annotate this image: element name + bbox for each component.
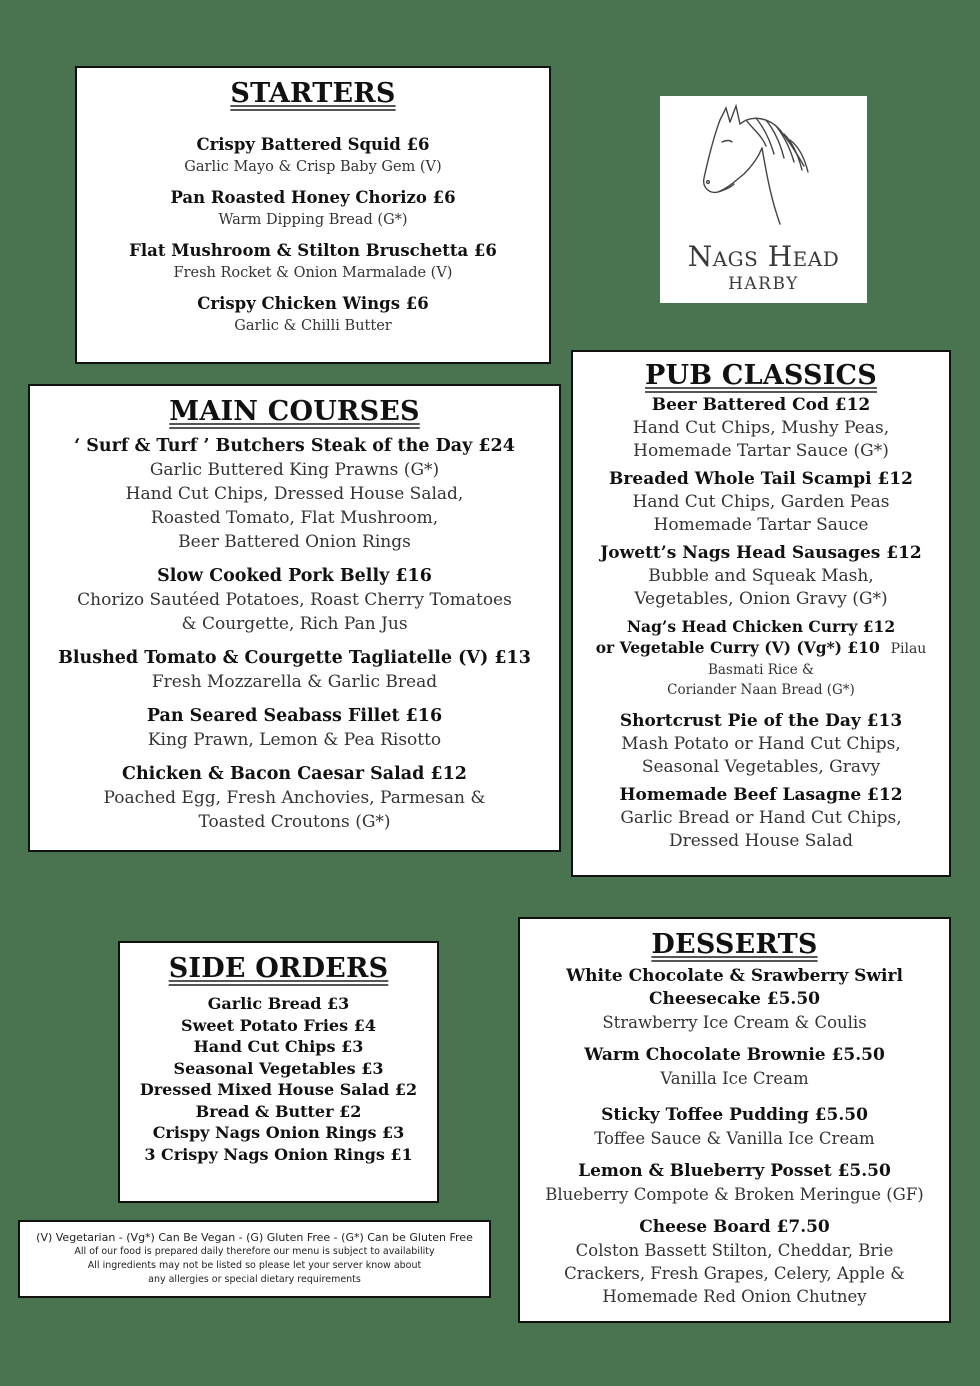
starters-title: STARTERS bbox=[230, 78, 396, 109]
note-line: All of our food is prepared daily therefore our menu is subject to availability bbox=[74, 1246, 435, 1257]
menu-item bbox=[30, 762, 559, 834]
dish-description: Hand Cut Chips, Garden Peas bbox=[632, 492, 890, 512]
dish-description: Garlic Mayo & Crisp Baby Gem (V) bbox=[184, 159, 442, 175]
side-item: 3 Crispy Nags Onion Rings £1 bbox=[144, 1144, 413, 1164]
side-item: Seasonal Vegetables £3 bbox=[173, 1058, 384, 1078]
menu-item bbox=[77, 293, 549, 337]
note-line: All ingredients may not be listed so please let your server know about bbox=[87, 1260, 422, 1271]
dish-description: Hand Cut Chips, Mushy Peas, bbox=[632, 418, 890, 438]
dish-description: Seasonal Vegetables, Gravy bbox=[641, 757, 881, 777]
dish-name: Pan Seared Seabass Fillet £16 bbox=[146, 706, 443, 726]
dish-description: Garlic Buttered King Prawns (G*) bbox=[149, 460, 440, 480]
dish-description: Fresh Mozzarella & Garlic Bread bbox=[151, 672, 438, 692]
side-item: Garlic Bread £3 bbox=[207, 994, 350, 1013]
menu-item bbox=[520, 1160, 949, 1206]
dish-name: Flat Mushroom & Stilton Bruschetta £6 bbox=[129, 241, 497, 260]
menu-item bbox=[77, 187, 549, 231]
dish-description: & Courgette, Rich Pan Jus bbox=[181, 614, 408, 634]
brand-location: HARBY bbox=[728, 274, 799, 294]
dish-name: ‘ Surf & Turf ’ Butchers Steak of the Day £24 bbox=[74, 436, 515, 456]
dish-description: Beer Battered Onion Rings bbox=[178, 532, 411, 552]
dish-name: Sticky Toffee Pudding £5.50 bbox=[601, 1105, 868, 1125]
dish-description: Hand Cut Chips, Dressed House Salad, bbox=[125, 484, 464, 504]
dish-name: Slow Cooked Pork Belly £16 bbox=[157, 566, 432, 586]
dish-description: Roasted Tomato, Flat Mushroom, bbox=[150, 508, 439, 528]
dietary-notes-panel bbox=[18, 1220, 491, 1298]
side-item: Bread & Butter £2 bbox=[195, 1101, 362, 1121]
dish-description: Coriander Naan Bread (G*) bbox=[667, 682, 855, 698]
dish-description: Vegetables, Onion Gravy (G*) bbox=[634, 589, 888, 609]
dish-name: Crispy Battered Squid £6 bbox=[196, 135, 430, 154]
menu-item bbox=[30, 646, 559, 694]
dish-name: Chicken & Bacon Caesar Salad £12 bbox=[122, 764, 467, 784]
side-item: Hand Cut Chips £3 bbox=[193, 1037, 364, 1056]
dish-description: King Prawn, Lemon & Pea Risotto bbox=[147, 730, 442, 750]
dish-description: Toasted Croutons (G*) bbox=[198, 812, 391, 832]
dish-name: Crispy Chicken Wings £6 bbox=[197, 294, 429, 313]
dish-description: Homemade Tartar Sauce bbox=[653, 515, 869, 535]
menu-item bbox=[573, 468, 949, 537]
side-orders-panel bbox=[118, 941, 439, 1203]
dish-name: Beer Battered Cod £12 bbox=[651, 395, 871, 415]
starters-panel bbox=[75, 66, 551, 364]
dish-description: Dressed House Salad bbox=[668, 831, 854, 851]
dish-name: Homemade Beef Lasagne £12 bbox=[619, 785, 903, 805]
menu-item bbox=[573, 784, 949, 853]
dish-description: Crackers, Fresh Grapes, Celery, Apple & bbox=[564, 1264, 905, 1283]
pub-classics-title: PUB CLASSICS bbox=[645, 360, 877, 391]
menu-item bbox=[520, 1216, 949, 1308]
menu-item bbox=[30, 704, 559, 752]
menu-item bbox=[520, 1044, 949, 1090]
main-courses-panel bbox=[28, 384, 561, 852]
dish-description: Toffee Sauce & Vanilla Ice Cream bbox=[594, 1129, 875, 1148]
dietary-legend: (V) Vegetarian - (Vg*) Can Be Vegan - (G) Gluten Free - (G*) Can be Gluten Free bbox=[36, 1231, 473, 1244]
dish-name: Lemon & Blueberry Posset £5.50 bbox=[578, 1161, 891, 1181]
menu-item bbox=[573, 542, 949, 611]
dish-name-alt bbox=[573, 637, 949, 660]
main-courses-title: MAIN COURSES bbox=[169, 396, 420, 427]
dish-description: Bubble and Squeak Mash, bbox=[648, 566, 874, 586]
dish-name: Breaded Whole Tail Scampi £12 bbox=[609, 469, 913, 489]
dish-description: Mash Potato or Hand Cut Chips, bbox=[621, 734, 901, 754]
dish-description: Garlic & Chilli Butter bbox=[234, 318, 392, 334]
dish-description: Fresh Rocket & Onion Marmalade (V) bbox=[173, 265, 453, 281]
dish-name: Warm Chocolate Brownie £5.50 bbox=[584, 1045, 885, 1065]
horse-head-icon bbox=[700, 100, 830, 235]
brand-name: Nags Head bbox=[687, 240, 840, 273]
menu-item bbox=[30, 434, 559, 554]
dish-description: Garlic Bread or Hand Cut Chips, bbox=[620, 808, 902, 828]
dish-description: Vanilla Ice Cream bbox=[660, 1069, 809, 1088]
menu-item bbox=[573, 710, 949, 779]
side-item: Crispy Nags Onion Rings £3 bbox=[152, 1123, 405, 1142]
dish-name: Nag’s Head Chicken Curry £12 bbox=[626, 617, 896, 636]
dish-description: Basmati Rice & bbox=[707, 662, 815, 678]
dish-description: Warm Dipping Bread (G*) bbox=[218, 212, 408, 228]
menu-item bbox=[573, 394, 949, 463]
note-line: any allergies or special dietary requirements bbox=[148, 1274, 361, 1285]
menu-item bbox=[573, 616, 949, 700]
desserts-title: DESSERTS bbox=[651, 929, 818, 960]
dish-description: Pilau bbox=[890, 641, 927, 657]
nags-head-logo bbox=[660, 96, 867, 303]
dish-description: Homemade Red Onion Chutney bbox=[602, 1287, 867, 1306]
dish-name: Cheesecake £5.50 bbox=[648, 989, 821, 1009]
dish-name: Shortcrust Pie of the Day £13 bbox=[619, 711, 903, 731]
dish-description: Chorizo Sautéed Potatoes, Roast Cherry Tomatoes bbox=[77, 590, 512, 610]
menu-item bbox=[77, 240, 549, 284]
menu-item bbox=[30, 564, 559, 636]
menu-item bbox=[520, 965, 949, 1034]
dish-name: Pan Roasted Honey Chorizo £6 bbox=[170, 188, 456, 207]
side-item: Dressed Mixed House Salad £2 bbox=[139, 1080, 418, 1099]
dish-description: Blueberry Compote & Broken Meringue (GF) bbox=[545, 1185, 924, 1204]
dish-description: Strawberry Ice Cream & Coulis bbox=[602, 1013, 867, 1032]
dish-name: Blushed Tomato & Courgette Tagliatelle (V) £13 bbox=[58, 648, 531, 668]
dish-description: Colston Bassett Stilton, Cheddar, Brie bbox=[575, 1241, 894, 1260]
dish-description: Poached Egg, Fresh Anchovies, Parmesan & bbox=[103, 788, 486, 808]
dish-name: White Chocolate & Srawberry Swirl bbox=[566, 966, 903, 986]
pub-classics-panel bbox=[571, 350, 951, 877]
dish-name-alt-text: or Vegetable Curry (V) (Vg*) £10 bbox=[595, 638, 880, 657]
desserts-panel bbox=[518, 917, 951, 1323]
menu-item bbox=[77, 134, 549, 178]
dish-name: Cheese Board £7.50 bbox=[639, 1217, 830, 1237]
side-orders-title: SIDE ORDERS bbox=[168, 953, 389, 984]
menu-item bbox=[520, 1104, 949, 1150]
dish-name: Jowett’s Nags Head Sausages £12 bbox=[600, 543, 922, 563]
dish-description: Homemade Tartar Sauce (G*) bbox=[633, 441, 889, 461]
side-item: Sweet Potato Fries £4 bbox=[181, 1015, 376, 1035]
